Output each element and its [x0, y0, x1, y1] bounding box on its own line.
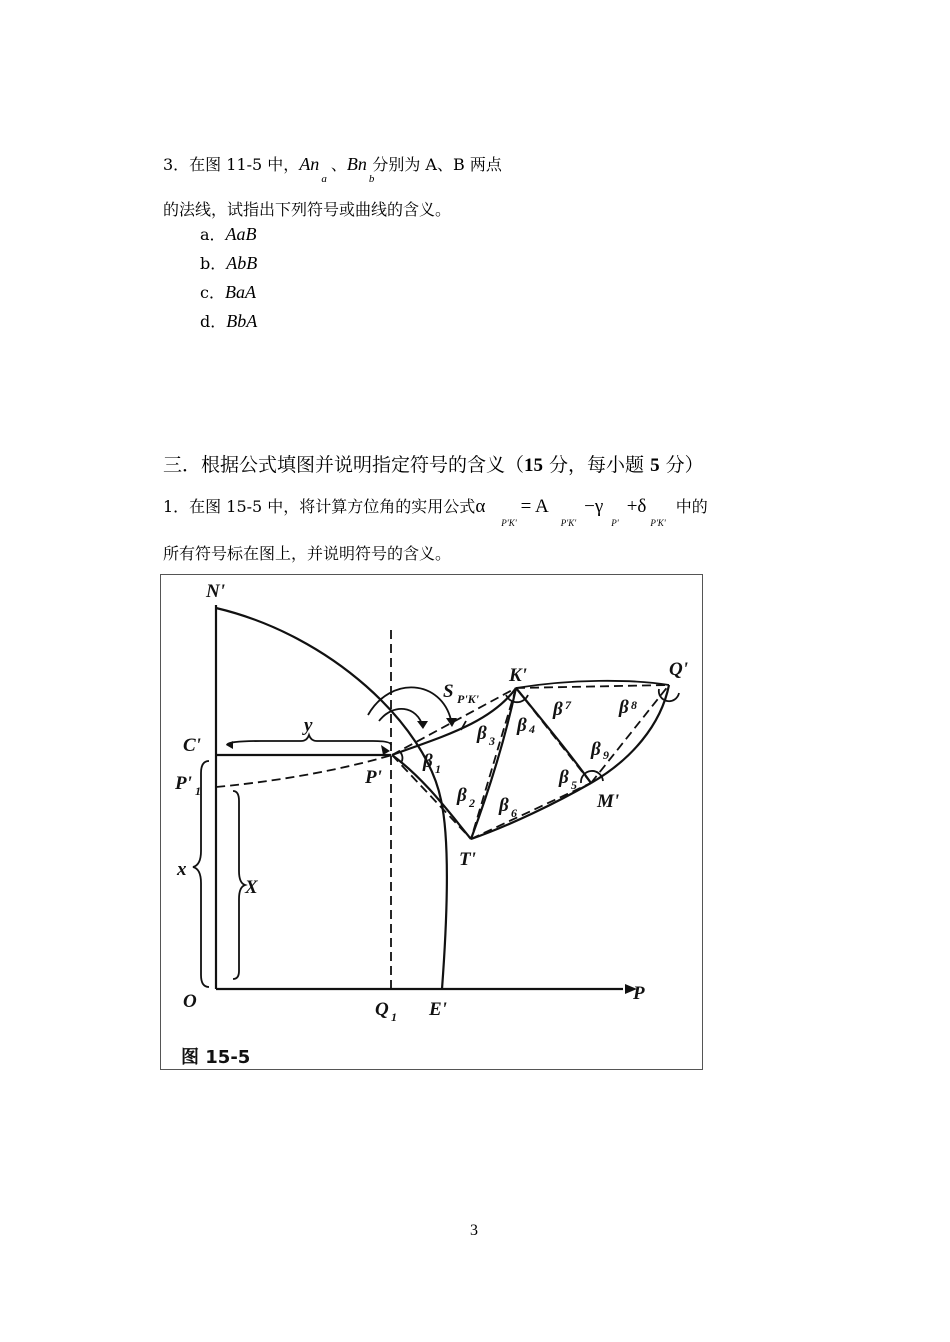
- figure-diagram: [161, 575, 702, 1069]
- q3-sym-bn: Bn: [346, 154, 367, 174]
- section-title: [163, 450, 704, 477]
- arc-gamma: [379, 709, 423, 727]
- label-p: P: [633, 983, 645, 1004]
- section-title-pre: 三．根据公式填图并说明指定符号的含义（: [163, 454, 525, 476]
- q3-item-label: a．: [200, 225, 226, 244]
- section-score-each: 5: [650, 455, 660, 476]
- q3-sym-bn-sub: b: [368, 173, 375, 185]
- label-c: C': [183, 735, 201, 756]
- label-beta4: β: [517, 715, 527, 736]
- page-number: 3: [470, 1222, 478, 1239]
- label-beta9: β: [591, 739, 601, 760]
- label-o: O: [183, 991, 197, 1012]
- label-q1: Q: [375, 999, 389, 1020]
- meridian-arc: [216, 608, 447, 989]
- label-s: S: [443, 681, 454, 702]
- y-bracket: [227, 735, 391, 745]
- figure-caption: 图 15-5: [181, 1047, 251, 1068]
- q3-item-label: c．: [200, 283, 225, 302]
- label-p1: P': [175, 773, 192, 794]
- label-beta1: β: [423, 751, 433, 772]
- q3-item-d: [200, 309, 257, 332]
- label-t: T': [459, 849, 476, 870]
- label-p1-sub: 1: [195, 784, 201, 798]
- formula-delta: +δ: [626, 496, 647, 517]
- formula-alpha-sub: P'K': [501, 518, 517, 528]
- q1-line1: [163, 494, 708, 528]
- label-beta8: β: [619, 697, 629, 718]
- q3-item-a: [200, 222, 257, 245]
- q3-item-expr: BbA: [226, 311, 258, 331]
- label-m: M': [597, 791, 620, 812]
- label-q: Q': [669, 659, 688, 680]
- q3-line1: [163, 152, 502, 185]
- label-beta7-sub: 7: [565, 698, 571, 712]
- label-beta6-sub: 6: [511, 806, 517, 820]
- label-x: x: [177, 859, 187, 880]
- label-e: E': [429, 999, 447, 1020]
- label-s-sub: P'K': [457, 692, 480, 706]
- formula-alpha: α: [475, 496, 486, 517]
- label-k: K': [509, 665, 527, 686]
- capx-brace: [233, 791, 245, 979]
- formula-a: = A: [520, 496, 549, 517]
- label-q1-sub: 1: [391, 1010, 397, 1024]
- label-beta3-sub: 3: [489, 734, 495, 748]
- q3-item-expr: AbB: [226, 253, 258, 273]
- q1-suffix: 中的: [675, 497, 708, 516]
- label-beta6: β: [499, 795, 509, 816]
- q3-number: 3．在图 11-5 中，: [163, 155, 300, 174]
- section-score: 15: [524, 455, 544, 476]
- q3-item-label: d．: [200, 312, 227, 331]
- arc-azimuth: [368, 687, 451, 720]
- label-beta7: β: [553, 699, 563, 720]
- label-beta2-sub: 2: [469, 796, 475, 810]
- label-y: y: [304, 715, 313, 736]
- label-beta2: β: [457, 785, 467, 806]
- label-beta9-sub: 9: [603, 748, 609, 762]
- formula-gamma: −γ: [584, 496, 604, 517]
- label-beta3: β: [477, 723, 487, 744]
- q3-line2: 的法线，试指出下列符号或曲线的含义。: [163, 200, 452, 219]
- q3-sym-an-sub: a: [321, 173, 327, 185]
- figure-15-5: [160, 574, 703, 1070]
- q3-item-expr: AaB: [225, 224, 257, 244]
- label-beta1-sub: 1: [435, 762, 441, 776]
- q3-item-c: [200, 280, 256, 303]
- formula-a-sub: P'K': [560, 518, 577, 528]
- q1-prefix: 1．在图 15-5 中，将计算方位角的实用公式: [163, 497, 476, 516]
- label-capx: X: [245, 877, 258, 898]
- q3-item-label: b．: [200, 254, 227, 273]
- q3-separator: 、: [330, 155, 347, 174]
- formula-gamma-sub: P': [611, 518, 619, 528]
- label-beta4-sub: 4: [529, 722, 535, 736]
- q3-tail: 分别为 A、B 两点: [372, 155, 502, 174]
- label-beta5: β: [559, 767, 569, 788]
- q1-line2: 所有符号标在图上，并说明符号的含义。: [163, 544, 452, 563]
- label-n: N': [206, 581, 225, 602]
- formula-delta-sub: P'K': [650, 518, 666, 528]
- q3-sym-an: An: [299, 154, 320, 174]
- label-beta5-sub: 5: [571, 778, 577, 792]
- dash-mq: [591, 685, 669, 783]
- q3-item-b: [200, 251, 257, 274]
- q3-item-expr: BaA: [224, 282, 256, 302]
- label-beta8-sub: 8: [631, 698, 637, 712]
- section-title-mid: 分，每小题: [543, 454, 651, 476]
- label-pprime: P': [365, 767, 382, 788]
- section-title-post: 分）: [659, 454, 704, 476]
